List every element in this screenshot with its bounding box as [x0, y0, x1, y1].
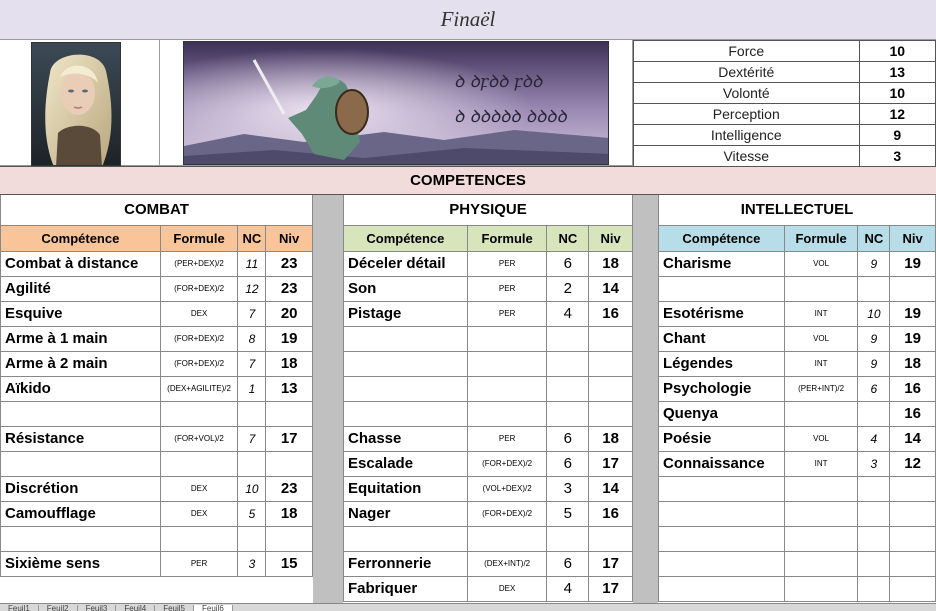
skill-row: [1, 476, 313, 501]
column-header-competence: Compétence: [1, 225, 161, 251]
skill-niv-cell[interactable]: [589, 526, 633, 551]
skill-niv-cell[interactable]: 19: [266, 326, 313, 351]
skill-formula-cell[interactable]: (FOR+DEX)/2: [467, 451, 547, 476]
attributes-table: [633, 40, 936, 167]
skill-name-cell[interactable]: Pistage: [344, 301, 468, 326]
skill-niv-cell[interactable]: 19: [890, 251, 936, 276]
skill-formula-cell[interactable]: [784, 476, 858, 501]
skill-nc-cell[interactable]: 4: [547, 301, 589, 326]
sheet-tab[interactable]: Feuil6: [194, 605, 233, 611]
skill-niv-cell[interactable]: 17: [589, 451, 633, 476]
skill-name-cell[interactable]: [344, 526, 468, 551]
skill-niv-cell[interactable]: [890, 501, 936, 526]
skill-niv-cell[interactable]: 15: [266, 551, 313, 576]
skill-formula-cell[interactable]: [784, 501, 858, 526]
skill-formula-cell[interactable]: (FOR+VOL)/2: [160, 426, 238, 451]
skill-niv-cell[interactable]: [266, 526, 313, 551]
skill-row: [1, 326, 313, 351]
attribute-value[interactable]: 10: [859, 41, 935, 62]
skill-nc-cell[interactable]: [238, 526, 266, 551]
skill-name-cell[interactable]: Légendes: [659, 351, 785, 376]
skill-nc-cell[interactable]: 11: [238, 251, 266, 276]
skill-niv-cell[interactable]: 14: [589, 276, 633, 301]
skill-row: [1, 501, 313, 526]
skill-name-cell[interactable]: Chasse: [344, 426, 468, 451]
skill-nc-cell[interactable]: 7: [238, 351, 266, 376]
skill-formula-cell[interactable]: [784, 551, 858, 576]
skill-nc-cell[interactable]: [858, 276, 890, 301]
skill-name-cell[interactable]: [1, 401, 161, 426]
attribute-value[interactable]: 13: [859, 62, 935, 83]
skill-niv-cell[interactable]: 19: [890, 326, 936, 351]
column-header-nc: NC: [858, 225, 890, 251]
column-header-formule: Formule: [467, 225, 547, 251]
skill-niv-cell[interactable]: 16: [589, 301, 633, 326]
skill-formula-cell[interactable]: [784, 576, 858, 601]
skill-row: [344, 526, 633, 551]
skill-name-cell[interactable]: Escalade: [344, 451, 468, 476]
skill-name-cell[interactable]: Psychologie: [659, 376, 785, 401]
attribute-value[interactable]: 9: [859, 125, 935, 146]
skill-name-cell[interactable]: Esquive: [1, 301, 161, 326]
skill-formula-cell[interactable]: [467, 326, 547, 351]
skill-formula-cell[interactable]: DEX: [160, 301, 238, 326]
skill-nc-cell[interactable]: [547, 526, 589, 551]
skill-formula-cell[interactable]: VOL: [784, 251, 858, 276]
skill-row: [1, 376, 313, 401]
skill-name-cell[interactable]: Combat à distance: [1, 251, 161, 276]
skill-nc-cell[interactable]: 9: [858, 251, 890, 276]
skill-nc-cell[interactable]: [547, 351, 589, 376]
skill-formula-cell[interactable]: PER: [160, 551, 238, 576]
skill-formula-cell[interactable]: VOL: [784, 326, 858, 351]
skill-niv-cell[interactable]: 16: [890, 401, 936, 426]
column-header-competence: Compétence: [344, 225, 468, 251]
skill-niv-cell[interactable]: [890, 526, 936, 551]
sheet-title: [0, 0, 936, 40]
skill-row: [344, 401, 633, 426]
skill-name-cell[interactable]: Résistance: [1, 426, 161, 451]
skill-nc-cell[interactable]: 7: [238, 426, 266, 451]
character-portrait: [31, 42, 121, 166]
attribute-value[interactable]: 3: [859, 146, 935, 167]
skill-niv-cell[interactable]: 17: [589, 551, 633, 576]
skill-name-cell[interactable]: [659, 276, 785, 301]
column-header-nc: NC: [238, 225, 266, 251]
skill-name-cell[interactable]: Nager: [344, 501, 468, 526]
skill-nc-cell[interactable]: [858, 526, 890, 551]
skill-formula-cell[interactable]: (DEX+AGILITE)/2: [160, 376, 238, 401]
skill-name-cell[interactable]: Connaissance: [659, 451, 785, 476]
column-separator: [313, 195, 343, 611]
skill-formula-cell[interactable]: [467, 526, 547, 551]
sheet-tab[interactable]: Feuil4: [116, 605, 155, 611]
skill-niv-cell[interactable]: 20: [266, 301, 313, 326]
skill-niv-cell[interactable]: [890, 576, 936, 601]
skill-name-cell[interactable]: [344, 401, 468, 426]
skill-nc-cell[interactable]: [858, 576, 890, 601]
skill-nc-cell[interactable]: [547, 326, 589, 351]
skill-row: [659, 326, 936, 351]
skill-formula-cell[interactable]: [467, 351, 547, 376]
skill-niv-cell[interactable]: 23: [266, 476, 313, 501]
skill-niv-cell[interactable]: 19: [890, 301, 936, 326]
attribute-row: [634, 104, 936, 125]
sheet-tab-bar: [0, 603, 936, 611]
skill-row: [344, 351, 633, 376]
skill-formula-cell[interactable]: [784, 401, 858, 426]
skill-row: [659, 401, 936, 426]
skill-name-cell[interactable]: Poésie: [659, 426, 785, 451]
skill-nc-cell[interactable]: 5: [238, 501, 266, 526]
skill-name-cell[interactable]: Equitation: [344, 476, 468, 501]
competences-label: COMPETENCES: [410, 172, 526, 189]
skill-nc-cell[interactable]: 6: [547, 451, 589, 476]
banner-script-line-1: ꝺ ꝺꝼꝺꝺ ꝼꝺꝺ: [454, 72, 543, 92]
sheet-tab[interactable]: Feuil5: [155, 605, 194, 611]
skill-formula-cell[interactable]: PER: [467, 276, 547, 301]
skill-row: [659, 451, 936, 476]
skill-nc-cell[interactable]: 10: [858, 301, 890, 326]
skill-nc-cell[interactable]: 2: [547, 276, 589, 301]
skill-nc-cell[interactable]: [547, 376, 589, 401]
skill-row: [1, 451, 313, 476]
skill-formula-cell[interactable]: (DEX+INT)/2: [467, 551, 547, 576]
skill-formula-cell[interactable]: [784, 276, 858, 301]
skill-formula-cell[interactable]: DEX: [160, 476, 238, 501]
skill-niv-cell[interactable]: [266, 451, 313, 476]
skill-row: [659, 276, 936, 301]
physique-category-header: PHYSIQUE: [344, 195, 633, 225]
skill-nc-cell[interactable]: [858, 401, 890, 426]
character-banner: [183, 41, 609, 165]
skill-nc-cell[interactable]: 9: [858, 351, 890, 376]
skill-nc-cell[interactable]: 6: [858, 376, 890, 401]
attribute-row: [634, 146, 936, 167]
skill-name-cell[interactable]: [344, 376, 468, 401]
skill-name-cell[interactable]: Esotérisme: [659, 301, 785, 326]
skill-row: [344, 251, 633, 276]
skill-row: [344, 301, 633, 326]
skill-row: [659, 576, 936, 601]
skill-row: [659, 501, 936, 526]
column-header-niv: Niv: [890, 225, 936, 251]
skill-nc-cell[interactable]: [858, 551, 890, 576]
skill-nc-cell[interactable]: 8: [238, 326, 266, 351]
skill-formula-cell[interactable]: DEX: [467, 576, 547, 601]
skill-formula-cell[interactable]: (FOR+DEX)/2: [160, 351, 238, 376]
attribute-name[interactable]: Vitesse: [634, 146, 860, 167]
skill-niv-cell[interactable]: 17: [589, 576, 633, 601]
skill-row: [659, 426, 936, 451]
skill-niv-cell[interactable]: 16: [589, 501, 633, 526]
combat-category-header: COMBAT: [1, 195, 313, 225]
skill-name-cell[interactable]: [659, 551, 785, 576]
skill-name-cell[interactable]: Camoufflage: [1, 501, 161, 526]
skill-formula-cell[interactable]: [467, 376, 547, 401]
skill-niv-cell[interactable]: 23: [266, 276, 313, 301]
skill-name-cell[interactable]: Charisme: [659, 251, 785, 276]
attribute-name[interactable]: Dextérité: [634, 62, 860, 83]
skill-row: [344, 451, 633, 476]
skill-formula-cell[interactable]: (FOR+DEX)/2: [467, 501, 547, 526]
sheet-tab[interactable]: Feuil3: [78, 605, 117, 611]
skill-formula-cell[interactable]: (VOL+DEX)/2: [467, 476, 547, 501]
skill-nc-cell[interactable]: 4: [547, 576, 589, 601]
skill-name-cell[interactable]: [344, 351, 468, 376]
attribute-name[interactable]: Volonté: [634, 83, 860, 104]
skill-formula-cell[interactable]: [160, 526, 238, 551]
skill-row: [1, 401, 313, 426]
attribute-row: [634, 125, 936, 146]
skill-name-cell[interactable]: Son: [344, 276, 468, 301]
skill-formula-cell[interactable]: VOL: [784, 426, 858, 451]
skill-row: [344, 576, 633, 601]
skill-name-cell[interactable]: Déceler détail: [344, 251, 468, 276]
attribute-row: [634, 83, 936, 104]
skill-formula-cell[interactable]: (PER+DEX)/2: [160, 251, 238, 276]
physique-table: [343, 195, 633, 602]
skill-niv-cell[interactable]: [589, 351, 633, 376]
skill-row: [344, 501, 633, 526]
skill-name-cell[interactable]: Fabriquer: [344, 576, 468, 601]
skill-formula-cell[interactable]: [160, 451, 238, 476]
skill-niv-cell[interactable]: 18: [266, 351, 313, 376]
skill-nc-cell[interactable]: 7: [238, 301, 266, 326]
skill-row: [1, 526, 313, 551]
skill-nc-cell[interactable]: 3: [547, 476, 589, 501]
competences-header: [0, 166, 936, 195]
skill-name-cell[interactable]: Sixième sens: [1, 551, 161, 576]
skill-name-cell[interactable]: [659, 576, 785, 601]
skill-formula-cell[interactable]: INT: [784, 301, 858, 326]
skill-name-cell[interactable]: Aïkido: [1, 376, 161, 401]
skill-formula-cell[interactable]: INT: [784, 451, 858, 476]
column-header-competence: Compétence: [659, 225, 785, 251]
skill-formula-cell[interactable]: [160, 401, 238, 426]
skill-name-cell[interactable]: Arme à 1 main: [1, 326, 161, 351]
skill-niv-cell[interactable]: 18: [589, 251, 633, 276]
skill-name-cell[interactable]: Ferronnerie: [344, 551, 468, 576]
skill-niv-cell[interactable]: 13: [266, 376, 313, 401]
column-header-niv: Niv: [589, 225, 633, 251]
skill-niv-cell[interactable]: 16: [890, 376, 936, 401]
skill-row: [344, 276, 633, 301]
skill-name-cell[interactable]: Agilité: [1, 276, 161, 301]
column-separator: [633, 195, 658, 611]
skill-nc-cell[interactable]: 5: [547, 501, 589, 526]
sheet-tab[interactable]: Feuil1: [0, 605, 39, 611]
skill-name-cell[interactable]: Discrétion: [1, 476, 161, 501]
column-header-formule: Formule: [784, 225, 858, 251]
skill-name-cell[interactable]: Chant: [659, 326, 785, 351]
skill-formula-cell[interactable]: (FOR+DEX)/2: [160, 326, 238, 351]
skill-nc-cell[interactable]: 9: [858, 326, 890, 351]
skill-niv-cell[interactable]: [266, 401, 313, 426]
column-header-niv: Niv: [266, 225, 313, 251]
skill-nc-cell[interactable]: [858, 501, 890, 526]
skill-name-cell[interactable]: Quenya: [659, 401, 785, 426]
skill-nc-cell[interactable]: 6: [547, 251, 589, 276]
skill-row: [659, 526, 936, 551]
skill-nc-cell[interactable]: 3: [238, 551, 266, 576]
skill-name-cell[interactable]: [659, 526, 785, 551]
skill-formula-cell[interactable]: (PER+INT)/2: [784, 376, 858, 401]
skill-row: [1, 251, 313, 276]
skill-formula-cell[interactable]: [784, 526, 858, 551]
intellectuel-table: [658, 195, 936, 602]
skill-formula-cell[interactable]: (FOR+DEX)/2: [160, 276, 238, 301]
skill-row: [659, 376, 936, 401]
skill-formula-cell[interactable]: PER: [467, 251, 547, 276]
skill-nc-cell[interactable]: 6: [547, 551, 589, 576]
intellectuel-category-header: INTELLECTUEL: [659, 195, 936, 225]
attribute-name[interactable]: Intelligence: [634, 125, 860, 146]
skill-nc-cell[interactable]: 3: [858, 451, 890, 476]
skill-niv-cell[interactable]: 23: [266, 251, 313, 276]
attribute-name[interactable]: Force: [634, 41, 860, 62]
skill-nc-cell[interactable]: [238, 401, 266, 426]
skill-niv-cell[interactable]: 12: [890, 451, 936, 476]
skill-niv-cell[interactable]: 18: [266, 501, 313, 526]
skill-formula-cell[interactable]: PER: [467, 301, 547, 326]
skill-nc-cell[interactable]: 1: [238, 376, 266, 401]
skill-name-cell[interactable]: [659, 501, 785, 526]
skill-niv-cell[interactable]: 17: [266, 426, 313, 451]
skill-niv-cell[interactable]: [589, 401, 633, 426]
skill-row: [1, 551, 313, 576]
skill-row: [344, 376, 633, 401]
skill-formula-cell[interactable]: INT: [784, 351, 858, 376]
skill-row: [344, 476, 633, 501]
skill-row: [344, 426, 633, 451]
combat-table: [0, 195, 313, 577]
skill-niv-cell[interactable]: [890, 551, 936, 576]
skill-name-cell[interactable]: [659, 476, 785, 501]
skill-niv-cell[interactable]: [589, 326, 633, 351]
skill-nc-cell[interactable]: 4: [858, 426, 890, 451]
skill-row: [1, 301, 313, 326]
column-header-formule: Formule: [160, 225, 238, 251]
skill-nc-cell[interactable]: 12: [238, 276, 266, 301]
attribute-value[interactable]: 12: [859, 104, 935, 125]
skill-name-cell[interactable]: Arme à 2 main: [1, 351, 161, 376]
skill-row: [659, 301, 936, 326]
skill-row: [659, 351, 936, 376]
attribute-name[interactable]: Perception: [634, 104, 860, 125]
skill-formula-cell[interactable]: PER: [467, 426, 547, 451]
skill-niv-cell[interactable]: 18: [890, 351, 936, 376]
skill-name-cell[interactable]: [344, 326, 468, 351]
skill-niv-cell[interactable]: 18: [589, 426, 633, 451]
skill-row: [659, 476, 936, 501]
skill-row: [1, 276, 313, 301]
column-header-nc: NC: [547, 225, 589, 251]
skill-niv-cell[interactable]: 14: [589, 476, 633, 501]
skill-name-cell[interactable]: [1, 451, 161, 476]
skill-name-cell[interactable]: [1, 526, 161, 551]
attribute-row: [634, 41, 936, 62]
skill-formula-cell[interactable]: [467, 401, 547, 426]
skill-row: [1, 426, 313, 451]
character-name: Finaël: [440, 7, 496, 31]
skill-row: [1, 351, 313, 376]
skill-nc-cell[interactable]: [238, 451, 266, 476]
skill-nc-cell[interactable]: 10: [238, 476, 266, 501]
skill-nc-cell[interactable]: 6: [547, 426, 589, 451]
banner-script-line-2: ꝺ ꝺꝺꝺꝺꝺ ꝺꝺꝺꝺ: [454, 107, 567, 127]
skill-row: [344, 551, 633, 576]
skill-niv-cell[interactable]: [589, 376, 633, 401]
skill-niv-cell[interactable]: [890, 476, 936, 501]
skill-niv-cell[interactable]: 14: [890, 426, 936, 451]
skill-formula-cell[interactable]: DEX: [160, 501, 238, 526]
skill-nc-cell[interactable]: [547, 401, 589, 426]
sheet-tab[interactable]: Feuil2: [39, 605, 78, 611]
skill-row: [659, 251, 936, 276]
skill-row: [344, 326, 633, 351]
attribute-row: [634, 62, 936, 83]
attribute-value[interactable]: 10: [859, 83, 935, 104]
skill-row: [659, 551, 936, 576]
skill-niv-cell[interactable]: [890, 276, 936, 301]
skill-nc-cell[interactable]: [858, 476, 890, 501]
